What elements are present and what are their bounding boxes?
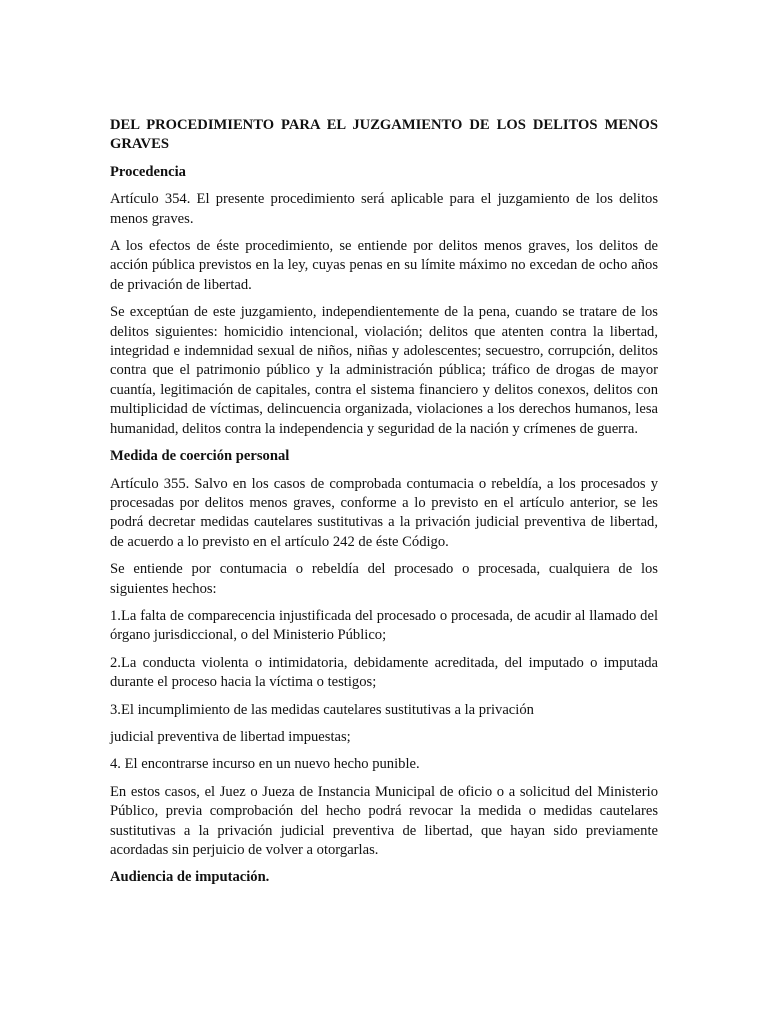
document-page — [110, 116, 658, 896]
document-title: DEL PROCEDIMIENTO PARA EL JUZGAMIENTO DE LOS DELITOS MENOS GRAVES — [110, 117, 658, 153]
list-item-1: 1.La falta de comparecencia injustificada del procesado o procesada, de acudir al llamado del órgano jurisdiccional, o del Ministerio Público; — [110, 607, 658, 644]
paragraph-contumacia: Se entiende por contumacia o rebeldía del procesado o procesada, cualquiera de los siguientes hechos: — [110, 561, 658, 597]
list-item-3-line-1: 3.El incumplimiento de las medidas cautelares sustitutivas a la privación — [110, 701, 534, 718]
paragraph-definition: A los efectos de éste procedimiento, se entiende por delitos menos graves, los delitos de acción pública previstos en la ley, cuyas penas en su límite máximo no excedan de ocho años de privación de libertad. — [110, 238, 658, 293]
list-item-3-line-2: judicial preventiva de libertad impuestas; — [110, 728, 351, 745]
section-heading-audiencia: Audiencia de imputación. — [110, 869, 270, 886]
list-item-4: 4. El encontrarse incurso en un nuevo hecho punible. — [110, 756, 420, 773]
paragraph-article-354: Artículo 354. El presente procedimiento será aplicable para el juzgamiento de los delitos menos graves. — [110, 191, 658, 227]
paragraph-exceptions: Se exceptúan de este juzgamiento, independientemente de la pena, cuando se tratare de los delitos siguientes: homicidio intencional, violación; delitos que atenten contra la libertad, integridad e indemnidad sexual de niños, niñas y adolescentes; secuestro, corrupción, delitos contra que el patrimonio público y la administración pública; tráfico de drogas de mayor cuantía, legitimación de capitales, contra el sistema financiero y delitos conexos, delitos con multiplicidad de víctimas, delincuencia organizada, violaciones a los derechos humanos, lesa humanidad, delitos contra la independencia y seguridad de la nación y crímenes de guerra. — [110, 304, 658, 437]
paragraph-revocation: En estos casos, el Juez o Jueza de Instancia Municipal de oficio o a solicitud del Ministerio Público, previa comprobación del hecho podrá revocar la medida o medidas cautelares sustitutivas a la privación judicial preventiva de libertad, que hayan sido previamente acordadas sin perjuicio de volver a otorgarlas. — [110, 783, 658, 858]
section-heading-medida: Medida de coerción personal — [110, 448, 290, 465]
list-item-2: 2.La conducta violenta o intimidatoria, debidamente acreditada, del imputado o imputada durante el proceso hacia la víctima o testigos; — [110, 654, 658, 691]
section-heading-procedencia: Procedencia — [110, 163, 186, 180]
paragraph-article-355: Artículo 355. Salvo en los casos de comprobada contumacia o rebeldía, a los procesados y procesadas por delitos menos graves, conforme a lo previsto en el artículo anterior, se les podrá decretar medidas cautelares sustitutivas a la privación judicial preventiva de libertad, de acuerdo a lo previsto en el artículo 242 de éste Código. — [110, 475, 658, 550]
